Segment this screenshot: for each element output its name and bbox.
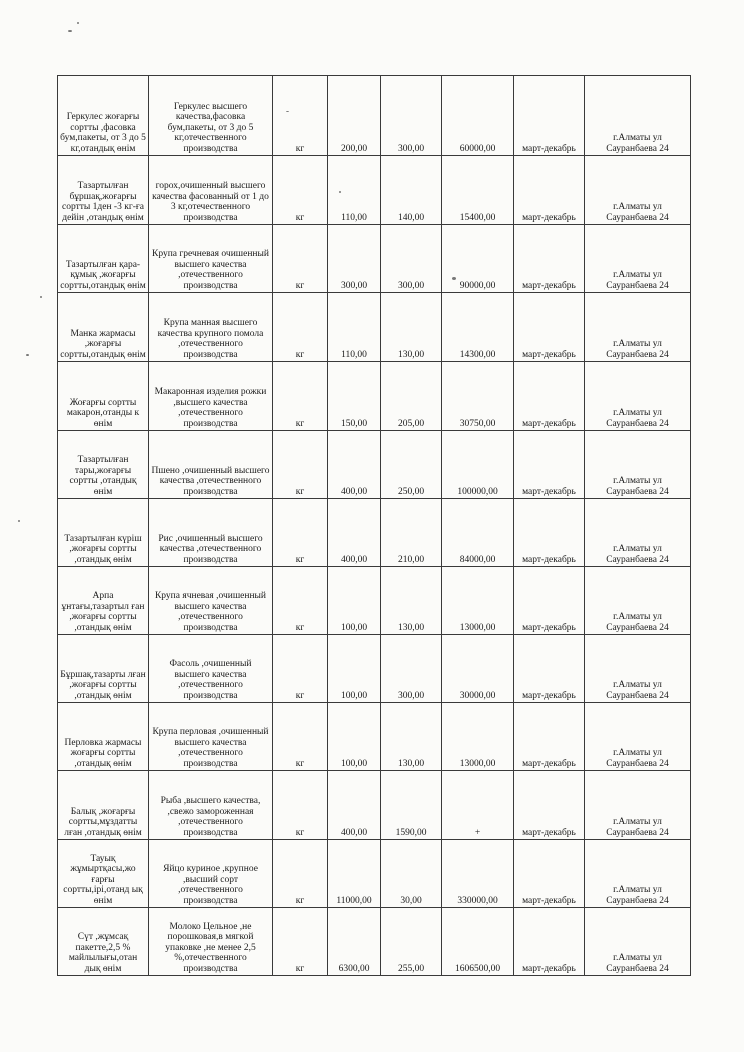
row-russian-name: Макаронная изделия рожки ,высшего качества ,отечественного производства — [149, 362, 273, 431]
row-sum: 13000,00 — [442, 703, 514, 771]
row-price: 130,00 — [381, 567, 442, 635]
row-sum: 14300,00 — [442, 293, 514, 362]
table-row — [58, 635, 691, 703]
row-unit: кг — [273, 293, 328, 362]
scan-speck — [286, 111, 289, 112]
row-address: г.Алматы ул Сауранбаева 24 — [585, 635, 691, 703]
row-russian-name: Крупа ячневая ,очишенный высшего качества ,отечественного производства — [149, 567, 273, 635]
row-sum: 60000,00 — [442, 76, 514, 156]
row-price: 1590,00 — [381, 771, 442, 840]
row-russian-name: Крупа перловая ,очишенный высшего качества ,отечественного производства — [149, 703, 273, 771]
row-quantity: 300,00 — [328, 225, 381, 293]
row-russian-name: Рис ,очишенный высшего качества ,отечественного производства — [149, 499, 273, 567]
table-row — [58, 156, 691, 225]
row-sum: 84000,00 — [442, 499, 514, 567]
row-russian-name: горох,очишенный высшего качества фасованный от 1 до 3 кг,отечественного производства — [149, 156, 273, 225]
row-russian-name: Пшено ,очишенный высшего качества ,отечественного производства — [149, 431, 273, 499]
scan-speck — [452, 277, 456, 280]
row-price: 300,00 — [381, 225, 442, 293]
row-address: г.Алматы ул Сауранбаева 24 — [585, 362, 691, 431]
row-kazakh-name: Бұршақ,тазарты лған ,жоғарғы сортты ,отандық өнім — [58, 635, 149, 703]
row-russian-name: Молоко Цельное ,не порошковая,в мягкой упаковке ,не менее 2,5 %,отечественного производства — [149, 908, 273, 976]
row-russian-name: Фасоль ,очишенный высшего качества ,отечественного производства — [149, 635, 273, 703]
row-quantity: 6300,00 — [328, 908, 381, 976]
row-price: 205,00 — [381, 362, 442, 431]
row-quantity: 11000,00 — [328, 840, 381, 908]
row-quantity: 100,00 — [328, 567, 381, 635]
row-unit: кг — [273, 431, 328, 499]
table-row — [58, 840, 691, 908]
row-address: г.Алматы ул Сауранбаева 24 — [585, 156, 691, 225]
row-unit: кг — [273, 567, 328, 635]
row-kazakh-name: Перловка жармасы жоғарғы сортты ,отандық өнім — [58, 703, 149, 771]
row-kazakh-name: Тазартылған күріш ,жоғарғы сортты ,отандық өнім — [58, 499, 149, 567]
row-address: г.Алматы ул Сауранбаева 24 — [585, 908, 691, 976]
row-period: март-декабрь — [514, 431, 585, 499]
row-period: март-декабрь — [514, 76, 585, 156]
row-quantity: 200,00 — [328, 76, 381, 156]
row-unit: кг — [273, 76, 328, 156]
table-row — [58, 76, 691, 156]
row-quantity: 110,00 — [328, 293, 381, 362]
row-quantity: 110,00 — [328, 156, 381, 225]
row-unit: кг — [273, 499, 328, 567]
row-price: 250,00 — [381, 431, 442, 499]
row-address: г.Алматы ул Сауранбаева 24 — [585, 293, 691, 362]
row-address: г.Алматы ул Сауранбаева 24 — [585, 499, 691, 567]
table-row — [58, 293, 691, 362]
row-quantity: 100,00 — [328, 635, 381, 703]
row-price: 130,00 — [381, 703, 442, 771]
row-kazakh-name: Арпа ұнтағы,тазартыл ған ,жоғарғы сортты ,отандық өнім — [58, 567, 149, 635]
row-unit: кг — [273, 362, 328, 431]
row-kazakh-name: Тазартылған қара-құмық ,жоғарғы сортты,отандық өнім — [58, 225, 149, 293]
row-period: март-декабрь — [514, 499, 585, 567]
row-sum: 15400,00 — [442, 156, 514, 225]
row-quantity: 400,00 — [328, 499, 381, 567]
row-quantity: 100,00 — [328, 703, 381, 771]
row-price: 30,00 — [381, 840, 442, 908]
row-period: март-декабрь — [514, 225, 585, 293]
row-russian-name: Рыба ,высшего качества, ,свежо замороженная ,отечественного производства — [149, 771, 273, 840]
row-quantity: 150,00 — [328, 362, 381, 431]
row-address: г.Алматы ул Сауранбаева 24 — [585, 771, 691, 840]
row-kazakh-name: Сүт ,жұмсақ пакетте,2,5 % майлылығы,отан дық өнім — [58, 908, 149, 976]
row-russian-name: Геркулес высшего качества,фасовка бум,пакеты, от 3 до 5 кг,отечественного производства — [149, 76, 273, 156]
row-quantity: 400,00 — [328, 431, 381, 499]
scan-speck — [68, 30, 72, 32]
row-period: март-декабрь — [514, 703, 585, 771]
row-sum: 90000,00 — [442, 225, 514, 293]
row-quantity: 400,00 — [328, 771, 381, 840]
scan-speck — [77, 22, 79, 24]
table-body — [58, 76, 691, 976]
table-row — [58, 567, 691, 635]
row-period: март-декабрь — [514, 771, 585, 840]
scan-speck — [26, 354, 29, 356]
row-kazakh-name: Балық ,жоғарғы сортты,мұздатты лған ,отандық өнім — [58, 771, 149, 840]
row-period: март-декабрь — [514, 635, 585, 703]
row-kazakh-name: Тауық жұмыртқасы,жо ғарғы сортты,ірі,отанд ық өнім — [58, 840, 149, 908]
row-unit: кг — [273, 225, 328, 293]
row-address: г.Алматы ул Сауранбаева 24 — [585, 225, 691, 293]
table-row — [58, 908, 691, 976]
row-price: 140,00 — [381, 156, 442, 225]
table-row — [58, 362, 691, 431]
row-price: 210,00 — [381, 499, 442, 567]
row-price: 300,00 — [381, 635, 442, 703]
procurement-table — [57, 75, 691, 976]
row-kazakh-name: Геркулес жоғарғы сортты ,фасовка бум,пакеты, от 3 до 5 кг,отандық өнім — [58, 76, 149, 156]
table-row — [58, 771, 691, 840]
row-unit: кг — [273, 771, 328, 840]
row-russian-name: Крупа манная высшего качества крупного помола ,отечественного производства — [149, 293, 273, 362]
row-unit: кг — [273, 156, 328, 225]
row-unit: кг — [273, 908, 328, 976]
row-sum: 30000,00 — [442, 635, 514, 703]
row-sum: 1606500,00 — [442, 908, 514, 976]
table-row — [58, 703, 691, 771]
row-sum: 13000,00 — [442, 567, 514, 635]
row-price: 300,00 — [381, 76, 442, 156]
scan-speck — [40, 296, 42, 298]
row-kazakh-name: Манка жармасы ,жоғарғы сортты,отандық өнім — [58, 293, 149, 362]
row-address: г.Алматы ул Сауранбаева 24 — [585, 840, 691, 908]
row-sum: + — [442, 771, 514, 840]
scan-speck — [18, 520, 20, 522]
table-row — [58, 499, 691, 567]
row-russian-name: Крупа гречневая очишенный высшего качества ,отечественного производства — [149, 225, 273, 293]
row-sum: 330000,00 — [442, 840, 514, 908]
row-sum: 100000,00 — [442, 431, 514, 499]
row-kazakh-name: Тазартылған бұршақ,жоғарғы сортты 1ден -3 кг-ға дейін ,отандық өнім — [58, 156, 149, 225]
row-address: г.Алматы ул Сауранбаева 24 — [585, 703, 691, 771]
table-row — [58, 225, 691, 293]
row-kazakh-name: Тазартылған тары,жоғарғы сортты ,отандық өнім — [58, 431, 149, 499]
row-period: март-декабрь — [514, 362, 585, 431]
row-unit: кг — [273, 635, 328, 703]
row-period: март-декабрь — [514, 156, 585, 225]
row-kazakh-name: Жоғарғы сортты макарон,отанды к өнім — [58, 362, 149, 431]
row-price: 255,00 — [381, 908, 442, 976]
row-period: март-декабрь — [514, 840, 585, 908]
row-address: г.Алматы ул Сауранбаева 24 — [585, 76, 691, 156]
row-period: март-декабрь — [514, 293, 585, 362]
table-row — [58, 431, 691, 499]
row-address: г.Алматы ул Сауранбаева 24 — [585, 431, 691, 499]
row-russian-name: Яйцо куриное ,крупное ,высший сорт ,отечественного производства — [149, 840, 273, 908]
row-address: г.Алматы ул Сауранбаева 24 — [585, 567, 691, 635]
scan-speck — [339, 191, 341, 193]
row-sum: 30750,00 — [442, 362, 514, 431]
row-period: март-декабрь — [514, 908, 585, 976]
row-unit: кг — [273, 840, 328, 908]
row-price: 130,00 — [381, 293, 442, 362]
row-unit: кг — [273, 703, 328, 771]
row-period: март-декабрь — [514, 567, 585, 635]
